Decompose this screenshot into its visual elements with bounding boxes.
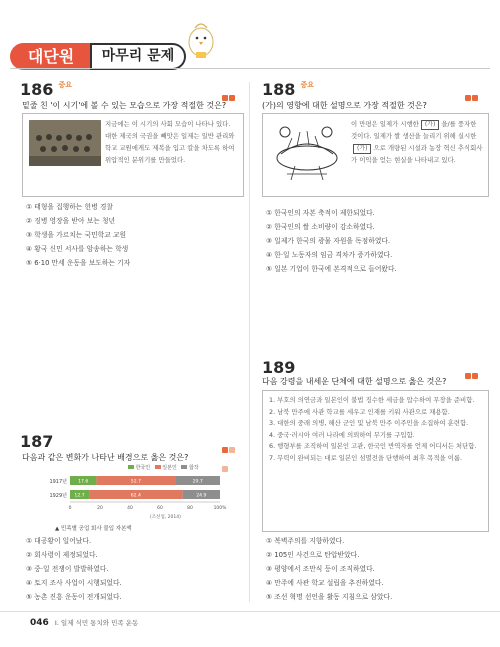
q188-choice[interactable]: ⑤ 일본 기업이 한국에 본격적으로 들어왔다. [266, 265, 397, 273]
q186-badge: 중요 [58, 81, 73, 89]
political-cartoon [267, 118, 347, 190]
old-photo [29, 120, 101, 166]
category-label: 1917년 [49, 479, 67, 485]
data-label: 52.7 [130, 479, 142, 485]
q187-question: 다음과 같은 변화가 나타난 배경으로 옳은 것은? [22, 453, 189, 462]
q188-choice[interactable]: ② 한국인의 쌀 소비량이 감소하였다. [266, 223, 375, 231]
platform-item: 4. 중국·러시아 여러 나라에 의뢰하여 무기를 구입함. [269, 430, 415, 439]
data-label: 12.7 [74, 493, 85, 499]
chart-source: (조선업, 2014) [150, 515, 181, 520]
q186-choice[interactable]: ③ 학생을 가르치는 국민학교 교원 [26, 231, 127, 239]
q189-header [262, 358, 295, 377]
q189-platform [269, 395, 481, 464]
platform-item: 1. 부호의 의연금과 일본인이 불법 징수한 세금을 압수하여 무장을 준비함. [269, 396, 475, 404]
mascot-chick-icon [187, 18, 215, 60]
tick-label: 20 [97, 506, 103, 511]
q188-number: 188 [262, 80, 296, 99]
unit-tag: 대단원 [10, 43, 92, 70]
legend-label: 합작 [188, 465, 199, 471]
blank-ga: (가) [421, 120, 439, 130]
q189-question: 다음 강령을 내세운 단체에 대한 설명으로 옳은 것은? [262, 377, 447, 386]
q186-passage-box [22, 113, 244, 197]
q189-platform-box [262, 390, 489, 532]
q188-badge: 중요 [300, 81, 315, 89]
q189-choices [266, 534, 491, 604]
q188-choices [266, 206, 491, 276]
legend-label: 한국인 [135, 465, 151, 471]
q188-choice[interactable]: ① 한국인의 자본 축적이 제한되었다. [266, 209, 375, 217]
footer-line [0, 611, 500, 612]
data-label: 29.7 [192, 479, 203, 485]
q189-choice[interactable]: ④ 만주에 사관 학교 설립을 추진하였다. [266, 579, 384, 587]
tick-label: 40 [127, 506, 133, 511]
q188-choice[interactable]: ③ 일제가 한국의 광물 자원을 독점하였다. [266, 237, 391, 245]
q189-choice[interactable]: ② 105인 사건으로 탄압받았다. [266, 551, 360, 559]
q189-number: 189 [262, 358, 296, 377]
q187-choice[interactable]: ⑤ 농촌 진흥 운동이 전개되었다. [26, 593, 122, 601]
section-title: 마무리 문제 [90, 43, 186, 70]
q186-choice[interactable]: ② 징병 영장을 받아 보는 청년 [26, 217, 116, 225]
q188-passage-text: 이 만평은 일제가 시행한 (가) 을/를 풍자한 것이다. 일제가 쌀 생산을 늘리기 위해 실시한(가) 으로 개량된 시설과 농장 혁신 추식회사가 이익을 얻는 현실을 나타내고 있다. [351, 120, 483, 164]
q188-passage-box [262, 113, 489, 197]
tick-label: 80 [187, 506, 193, 511]
footer-chapter: Ⅰ. 일제 식민 통치와 민족 운동 [54, 619, 139, 627]
data-label: 62.4 [130, 493, 141, 499]
q188-choice[interactable]: ④ 한·일 노동자의 임금 격차가 증가하였다. [266, 251, 393, 259]
q187-chart [40, 464, 240, 532]
q186-difficulty [221, 86, 241, 92]
legend-swatch-japanese [155, 465, 161, 469]
q187-choices [26, 534, 246, 604]
tick-label: 100% [213, 506, 227, 511]
q187-choice[interactable]: ④ 토지 조사 사업이 시행되었다. [26, 579, 122, 587]
footer [30, 618, 138, 628]
q188-question: (가)의 영향에 대한 설명으로 가장 적절한 것은? [262, 101, 427, 110]
q189-choice[interactable]: ⑤ 조선 혁명 선언을 활동 지침으로 삼았다. [266, 593, 393, 601]
legend-swatch-joint [181, 465, 187, 469]
platform-item: 2. 남북 만주에 사관 학교를 세우고 인재를 키워 사관으로 채용함. [269, 407, 450, 416]
chart-caption: ▲ 민족별 공업 회사 불입 자본액 [55, 526, 132, 532]
data-label: 17.6 [78, 479, 89, 485]
q186-choice[interactable]: ① 태형을 집행하는 헌병 경찰 [26, 203, 113, 211]
legend-label: 일본인 [162, 465, 177, 471]
q189-choice[interactable]: ③ 평양에서 조만식 등이 조직하였다. [266, 565, 375, 573]
stacked-bar-chart [40, 472, 240, 520]
q189-difficulty [464, 364, 484, 370]
blank-ga: (가) [353, 144, 371, 154]
q188-difficulty [464, 86, 484, 92]
platform-item: 3. 대한의 중래 의병, 해산 군인 및 남북 만주 이주민을 소집하여 훈련함. [269, 419, 469, 427]
q187-header [20, 432, 53, 451]
tick-label: 60 [157, 506, 163, 511]
q186-header [20, 80, 72, 99]
q188-header [262, 80, 314, 99]
q187-choice[interactable]: ① 대공황이 일어났다. [26, 537, 92, 545]
page-number: 046 [30, 618, 49, 628]
chart-legend [128, 464, 199, 471]
category-label: 1929년 [49, 493, 67, 499]
column-divider [249, 82, 250, 602]
q186-passage-text: 지금에는 이 시기의 사회 모습이 나타나 있다. 대한 제국의 국권을 빼앗은 일제는 일반 관리와 학교 교원에게도 제복을 입고 칼을 차도록 하여 위압적인 분위기를 만들었다. [105, 120, 235, 164]
q186-choice[interactable]: ⑤ 6·10 만세 운동을 보도하는 기자 [26, 259, 131, 267]
legend-swatch-korean [128, 465, 134, 469]
q186-choice[interactable]: ④ 황국 신민 서사를 암송하는 학생 [26, 245, 129, 253]
q187-choice[interactable]: ③ 중·일 전쟁이 발발하였다. [26, 565, 109, 573]
platform-item: 7. 무력이 완비되는 대로 일본인 섬멸전을 단행하여 최후 목적을 이룸. [269, 453, 463, 462]
header-divider [10, 68, 490, 69]
q187-number: 187 [20, 432, 54, 451]
tick-label: 0 [68, 506, 72, 511]
q186-question: 밑줄 친 '이 시기'에 볼 수 있는 모습으로 가장 적절한 것은? [22, 101, 227, 110]
data-label: 24.9 [196, 493, 207, 499]
q186-choices [26, 200, 246, 270]
q189-choice[interactable]: ① 복벽주의를 지향하였다. [266, 537, 345, 545]
platform-item: 6. 행형부를 조직하여 일본인 고관, 한국인 반역자를 언제 어디서든 처단함. [269, 442, 477, 450]
q186-number: 186 [20, 80, 54, 99]
q187-difficulty [221, 438, 241, 444]
q187-choice[interactable]: ② 회사령이 제정되었다. [26, 551, 98, 559]
